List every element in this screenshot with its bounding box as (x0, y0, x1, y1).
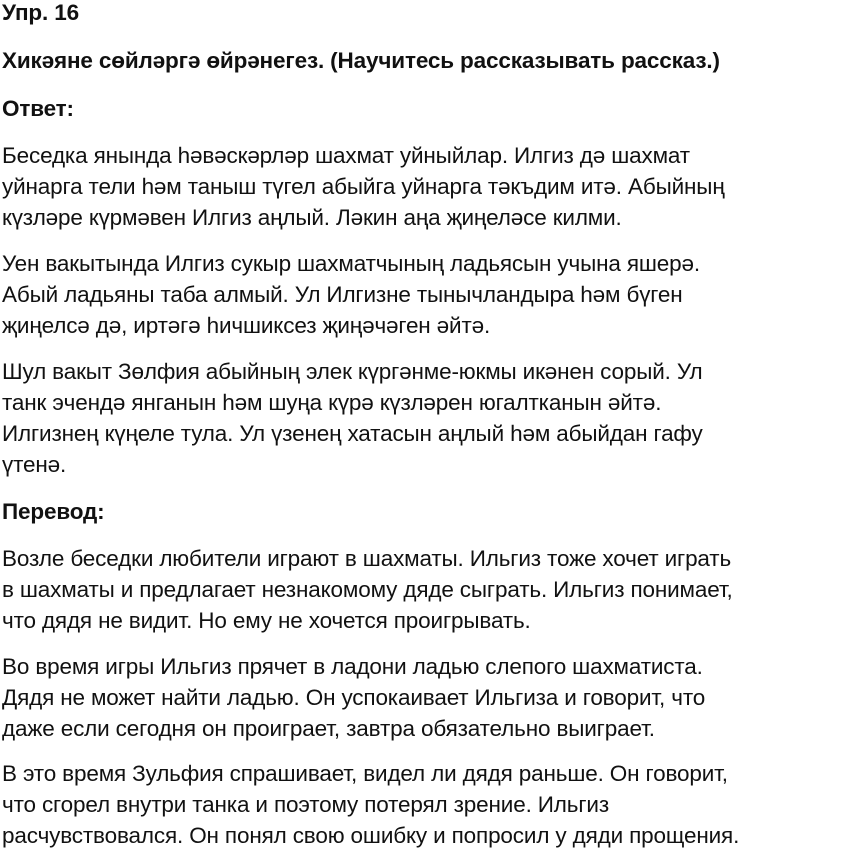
translation-paragraph-1: Возле беседки любители играют в шахматы. Ильгиз тоже хочет играть в шахматы и предлагает незнакомому дяде сыграть. Ильгиз понимает, что дядя не видит. Но ему не хочется проигрывать. (2, 546, 733, 633)
answer-label: Ответ: (2, 96, 74, 121)
task-title: Хикәяне сөйләргә өйрәнегез. (Научитесь рассказывать рассказ.) (2, 48, 720, 73)
translation-paragraph-3: В это время Зульфия спрашивает, видел ли дядя раньше. Он говорит, что сгорел внутри танка и поэтому потерял зрение. Ильгиз расчувствовался. Он понял свою ошибку и попросил у дяди прощения. (2, 761, 740, 848)
answer-paragraph-1: Беседка янында һәвәскәрләр шахмат уйныйлар. Илгиз дә шахмат уйнарга тели һәм таныш түгел абыйга уйнарга тәкъдим итә. Абыйның күзләре күрмәвен Илгиз аңлый. Ләкин аңа җиңеләсе килми. (2, 143, 725, 230)
answer-paragraph-3: Шул вакыт Зөлфия абыйның элек күргәнме-юкмы икәнен сорый. Ул танк эчендә янганын һәм шуңа күрә күзләрен югалтканын әйтә. Илгизнең күңеле тула. Ул үзенең хатасын аңлый һәм абыйдан гафу үтенә. (2, 359, 703, 477)
exercise-number: Упр. 16 (2, 0, 79, 25)
answer-paragraph-2: Уен вакытында Илгиз сукыр шахматчының ладьясын учына яшерә. Абый ладьяны таба алмый. Ул Илгизне тынычландыра һәм бүген җиңелсә дә, иртәгә һичшиксез җиңәчәген әйтә. (2, 251, 700, 338)
translation-label: Перевод: (2, 499, 105, 524)
translation-paragraph-2: Во время игры Ильгиз прячет в ладони ладью слепого шахматиста. Дядя не может найти ладью. Он успокаивает Ильгиза и говорит, что даже если сегодня он проиграет, завтра обязательно выиграет. (2, 654, 706, 741)
